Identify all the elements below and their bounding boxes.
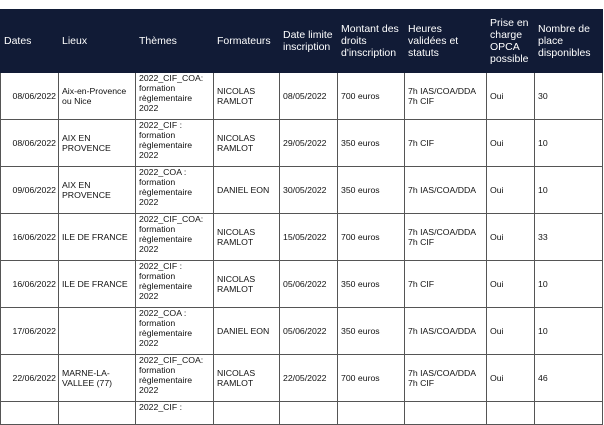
cell-montant: 700 euros bbox=[338, 355, 405, 402]
cell-date: 08/06/2022 bbox=[1, 73, 59, 120]
cell-heures: 7h IAS/COA/DDA 7h CIF bbox=[405, 214, 487, 261]
cell-date-limite: 30/05/2022 bbox=[280, 167, 338, 214]
header-date-limite: Date limite inscription bbox=[280, 10, 338, 73]
cell-places: 10 bbox=[535, 308, 603, 355]
table-row bbox=[1, 308, 603, 355]
table-row bbox=[1, 73, 603, 120]
cell-formateur: DANIEL EON bbox=[214, 308, 280, 355]
cell-opca bbox=[487, 402, 535, 425]
cell-date-limite: 05/06/2022 bbox=[280, 308, 338, 355]
cell-montant: 350 euros bbox=[338, 261, 405, 308]
cell-lieu: ILE DE FRANCE bbox=[59, 214, 136, 261]
cell-montant: 350 euros bbox=[338, 120, 405, 167]
cell-heures: 7h IAS/COA/DDA bbox=[405, 167, 487, 214]
cell-theme: 2022_CIF : formation règlementaire 2022 bbox=[136, 120, 214, 167]
cell-date: 22/06/2022 bbox=[1, 355, 59, 402]
cell-opca: Oui bbox=[487, 120, 535, 167]
cell-montant: 700 euros bbox=[338, 214, 405, 261]
cell-date-limite: 05/06/2022 bbox=[280, 261, 338, 308]
cell-lieu bbox=[59, 402, 136, 425]
table-row bbox=[1, 167, 603, 214]
header-themes: Thèmes bbox=[136, 10, 214, 73]
cell-date: 16/06/2022 bbox=[1, 261, 59, 308]
cell-places bbox=[535, 402, 603, 425]
cell-lieu: AIX EN PROVENCE bbox=[59, 120, 136, 167]
cell-formateur: NICOLAS RAMLOT bbox=[214, 355, 280, 402]
cell-places: 10 bbox=[535, 167, 603, 214]
cell-places: 10 bbox=[535, 261, 603, 308]
cell-formateur: NICOLAS RAMLOT bbox=[214, 261, 280, 308]
cell-opca: Oui bbox=[487, 261, 535, 308]
cell-theme: 2022_CIF : formation règlementaire 2022 bbox=[136, 261, 214, 308]
table-row bbox=[1, 214, 603, 261]
cell-date: 09/06/2022 bbox=[1, 167, 59, 214]
cell-places: 33 bbox=[535, 214, 603, 261]
cell-montant: 350 euros bbox=[338, 167, 405, 214]
cell-date bbox=[1, 402, 59, 425]
cell-date-limite bbox=[280, 402, 338, 425]
cell-montant bbox=[338, 402, 405, 425]
cell-date: 16/06/2022 bbox=[1, 214, 59, 261]
cell-places: 10 bbox=[535, 120, 603, 167]
cell-theme: 2022_CIF_COA: formation règlementaire 2022 bbox=[136, 214, 214, 261]
cell-theme: 2022_CIF_COA: formation règlementaire 2022 bbox=[136, 73, 214, 120]
cell-opca: Oui bbox=[487, 355, 535, 402]
cell-places: 30 bbox=[535, 73, 603, 120]
header-places: Nombre de place disponibles bbox=[535, 10, 603, 73]
cell-lieu: ILE DE FRANCE bbox=[59, 261, 136, 308]
sessions-table bbox=[0, 9, 603, 425]
cell-heures: 7h IAS/COA/DDA bbox=[405, 308, 487, 355]
header-montant: Montant des droits d'inscription bbox=[338, 10, 405, 73]
cell-formateur: NICOLAS RAMLOT bbox=[214, 214, 280, 261]
cell-theme: 2022_COA : formation règlementaire 2022 bbox=[136, 167, 214, 214]
cell-lieu: MARNE-LA-VALLEE (77) bbox=[59, 355, 136, 402]
cell-date-limite: 15/05/2022 bbox=[280, 214, 338, 261]
cell-opca: Oui bbox=[487, 167, 535, 214]
header-heures: Heures validées et statuts bbox=[405, 10, 487, 73]
cell-theme: 2022_CIF_COA: formation règlementaire 2022 bbox=[136, 355, 214, 402]
table-header-row bbox=[1, 10, 603, 73]
cell-montant: 350 euros bbox=[338, 308, 405, 355]
cell-heures: 7h CIF bbox=[405, 120, 487, 167]
cell-date: 08/06/2022 bbox=[1, 120, 59, 167]
header-formateurs: Formateurs bbox=[214, 10, 280, 73]
cell-lieu bbox=[59, 308, 136, 355]
cell-theme: 2022_COA : formation règlementaire 2022 bbox=[136, 308, 214, 355]
table-row bbox=[1, 120, 603, 167]
cell-date: 17/06/2022 bbox=[1, 308, 59, 355]
cell-date-limite: 22/05/2022 bbox=[280, 355, 338, 402]
header-opca: Prise en charge OPCA possible bbox=[487, 10, 535, 73]
cell-date-limite: 29/05/2022 bbox=[280, 120, 338, 167]
header-lieux: Lieux bbox=[59, 10, 136, 73]
cell-lieu: AIX EN PROVENCE bbox=[59, 167, 136, 214]
cell-montant: 700 euros bbox=[338, 73, 405, 120]
cell-theme: 2022_CIF : bbox=[136, 402, 214, 425]
header-dates: Dates bbox=[1, 10, 59, 73]
cell-formateur: NICOLAS RAMLOT bbox=[214, 73, 280, 120]
cell-heures: 7h IAS/COA/DDA 7h CIF bbox=[405, 355, 487, 402]
cell-formateur bbox=[214, 402, 280, 425]
cell-opca: Oui bbox=[487, 73, 535, 120]
table-row bbox=[1, 355, 603, 402]
cell-opca: Oui bbox=[487, 214, 535, 261]
cell-lieu: Aix-en-Provence ou Nice bbox=[59, 73, 136, 120]
cell-heures: 7h CIF bbox=[405, 261, 487, 308]
cell-date-limite: 08/05/2022 bbox=[280, 73, 338, 120]
table-row bbox=[1, 402, 603, 425]
cell-heures: 7h IAS/COA/DDA 7h CIF bbox=[405, 73, 487, 120]
cell-heures bbox=[405, 402, 487, 425]
cell-formateur: DANIEL EON bbox=[214, 167, 280, 214]
cell-places: 46 bbox=[535, 355, 603, 402]
cell-formateur: NICOLAS RAMLOT bbox=[214, 120, 280, 167]
cell-opca: Oui bbox=[487, 308, 535, 355]
table-row bbox=[1, 261, 603, 308]
